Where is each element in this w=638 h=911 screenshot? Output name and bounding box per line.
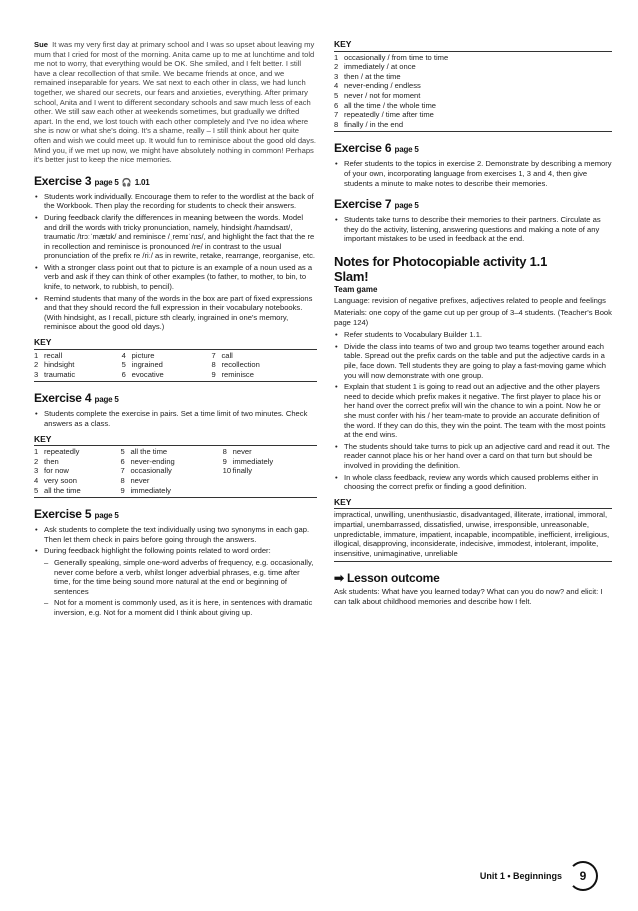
lesson-outcome-heading: ➡ Lesson outcome [334,571,440,586]
notes-key-label: KEY [334,498,612,510]
lesson-outcome-text: Ask students: What have you learned today? What can you do now? and elicit: I can talk about childhood memories and describe how I felt. [334,587,603,606]
table-row [34,447,317,457]
list-item: • Remind students that many of the words in the box are part of fixed expressions and that they should record the full expression in their vocabulary notebooks. (With hindsight, as I recall, picture sth clearly, ingrained in one's memory, reminisce about the good old days.) [34,294,317,332]
key-number: 5 [121,360,126,370]
table-row [34,457,317,467]
exercise-3-key-label: KEY [34,338,317,350]
key-answer [233,486,317,496]
key-number: 5 [120,447,125,457]
key-number: 7 [211,350,216,360]
key-number: 6 [334,100,339,110]
unit-label: Unit 1 • Beginnings [479,871,562,881]
left-column [34,40,317,620]
key-answer: never-ending / endless [344,81,421,91]
key-number: 8 [120,475,125,485]
key-answer: never / not for moment [344,90,421,100]
list-item [334,72,612,82]
key-number: 9 [120,485,125,495]
key-number: 7 [120,466,125,476]
list-item: • Divide the class into teams of two and group two teams together around each table. Spread out the prefix cards on the table and put the adjective cards in a pile, face down. Tell students they are going to play a fast-moving game which you will now demonstrate with one group. [334,342,612,380]
exercise-4-list [34,409,317,428]
exercise-4-heading: Exercise 4 page 5 [34,391,119,406]
key-answer: for now [44,466,69,476]
exercise-3-list [34,192,317,332]
list-item: • In whole class feedback, review any words which caused problems either in choosing the correct prefix or finding a good definition. [334,473,612,492]
key-number: 3 [34,466,39,476]
exercise-3-key-table [34,351,317,380]
list-item: • During feedback highlight the following points related to word order: [34,546,317,556]
key-answer: finally / in the end [344,119,404,129]
key-answer: occasionally [130,466,172,476]
key-number: 1 [34,447,39,457]
page-footer [480,861,598,891]
key-answer: then / at the time [344,71,401,81]
materials-line: Materials: one copy of the game cut up per group of 3–4 students. (Teacher's Book page 124) [334,308,612,327]
team-label: Team game [334,284,378,294]
key-number: 4 [34,475,39,485]
key-number: 2 [34,360,39,370]
key-answer: immediately [232,456,274,466]
key-answer: occasionally / from time to time [344,52,449,62]
notes-subtitle: Slam! [334,268,369,284]
key-number [223,476,233,486]
list-item [334,81,612,91]
key-answer: immediately [130,485,171,495]
key-answer: immediately / at once [344,62,416,72]
key-answer: recollection [221,360,260,370]
key-answer: repeatedly [44,447,80,457]
exercise-5-list [34,525,317,617]
table-row [34,370,317,380]
list-item: • With a stronger class point out that to picture is an example of a noun used as a verb and ask if they can think of other examples (to father, to mother, to bin, to knife, to network, to rubbish, to pencil). [34,263,317,292]
table-row [34,476,317,486]
list-item: – Generally speaking, simple one-word adverbs of frequency, e.g. occasionally, never come before a verb, whilst longer adverbial phrases, e.g. time after time, for the time being sound more natural at the end or beginning of sentences [34,558,317,596]
audio-icon: 🎧 [121,177,132,187]
list-item [334,101,612,111]
key-number: 2 [334,62,339,72]
table-row [34,351,317,361]
list-item [334,53,612,63]
sue-text: It was my very first day at primary school and I was so upset about leaving my mum that I cried for most of the morning. Anita came up to me at lunchtime and told me not to worry, that everything would be OK. She smiled, and I felt better. I still have a clear recollection of that smile. We became friends at once, and we remained inseparable for years. We sat next to each other in class, we had lunch together, we shared our secrets, our fears and anxieties, everything. After primary school, Anita and I went to different secondary schools and saw much less of each other. We still saw each other at weekends sometimes, but gradually we drifted apart. In the end, we lost touch with each other completely and I've no idea where she is now or what she's doing. It's a shame, really – I still think about her quite often and wish we could meet up. It would fun to reminisce about the good old days. Mind you, if we met up now, we might have absolutely nothing in common! Perhaps it's better just to keep the nice memories. [34,40,316,165]
sue-speaker: Sue [34,40,48,49]
exercise-7-list [334,215,612,244]
key-number: 3 [34,369,39,379]
list-item [334,91,612,101]
key-answer [233,476,317,486]
key-number: 9 [222,456,227,466]
exercise-6-list [334,159,612,188]
key-answer: evocative [131,369,164,379]
list-item: • During feedback clarify the differences in meaning between the words. Model and drill the words with tricky pronunciation, namely, hindsight /haɪndsaɪt/, traumatic /trɔːˈmætɪk/ and reminisce /ˌremɪˈnɪs/, and highlight the fact that the re in recollection and reminisce is pronounced /re/ in contrast to the usual pronunciation of the prefix re /riː/ as in rewrite, retake, rearrange, reorganise, etc. [34,213,317,261]
key-answer: hindsight [44,360,75,370]
key-top-label: KEY [334,40,612,52]
key-answer: never [232,447,252,457]
exercise-7-heading: Exercise 7 page 5 [334,197,419,212]
key-number: 5 [334,90,339,100]
key-number: 7 [334,110,339,120]
table-row [34,466,317,476]
key-number: 6 [120,456,125,466]
list-item: • Ask students to complete the text individually using two synonyms in each gap. Then let them check in pairs before going through the answers. [34,525,317,544]
key-answer: finally [232,466,253,476]
list-item [334,110,612,120]
list-item [334,120,612,130]
list-item [334,62,612,72]
key-number: 1 [34,350,39,360]
notes-list [334,330,612,492]
key-answer: never-ending [130,456,175,466]
list-item: • Students complete the exercise in pairs. Set a time limit of two minutes. Check answers as a class. [34,409,317,428]
key-number: 8 [334,119,339,129]
exercise-4-key-label: KEY [34,435,317,447]
key-answer: traumatic [44,369,76,379]
notes-key-text: impractical, unwilling, unenthusiastic, disadvantaged, illiterate, irrational, immoral, impartial, unembarrassed, dissatisfied, unwise, irresponsible, unreasonable, unpredictable, immature, impatient, incapable, incompatible, inefficient, irreligious, illogical, disapproving, inconsiderate, indecisive, immodest, intolerant, impolite, insensitive, unimaginative, unreliable [334,510,610,558]
key-number: 6 [121,369,126,379]
key-answer: very soon [44,475,77,485]
sue-paragraph [34,40,317,165]
table-row [34,486,317,496]
key-number: 8 [222,447,227,457]
right-column [334,40,612,610]
key-number: 2 [34,456,39,466]
key-answer: repeatedly / time after time [344,110,434,120]
key-answer: never [130,475,150,485]
list-item: • Refer students to Vocabulary Builder 1.1. [334,330,612,340]
table-row [34,360,317,370]
key-number: 1 [334,52,339,62]
key-answer: all the time / the whole time [344,100,437,110]
language-line: Language: revision of negative prefixes, adjectives related to people and feelings [334,295,606,305]
key-answer: all the time [44,485,81,495]
key-answer: recall [44,350,63,360]
exercise-6-heading: Exercise 6 page 5 [334,141,419,156]
key-answer: reminisce [221,369,254,379]
exercise-4-key-table [34,447,317,495]
list-item: • The students should take turns to pick up an adjective card and read it out. The reader cannot place his or her hand over a card on that turn but should be involved in providing the definition. [334,442,612,471]
list-item: – Not for a moment is commonly used, as it is here, in sentences with dramatic inversion, e.g. Not for a moment did I think about giving up. [34,598,317,617]
list-item: • Students work individually. Encourage them to refer to the wordlist at the back of the Workbook. Then play the recording for students to check their answers. [34,192,317,211]
list-item: • Explain that student 1 is going to read out an adjective and the other players need to decide which prefix makes it negative. The first player to place his or her hand over the correct prefix will win the chance to win a point. Now he or she must confer with his / her team-mate to provide an accurate definition of the word. If they can do this, they win the point. The team with the most points at the end wins. [334,382,612,440]
list-item: • Refer students to the topics in exercise 2. Demonstrate by describing a memory of your own, incorporating language from exercises 1, 3 and 4, then give students a minute to make notes to describe their memories. [334,159,612,188]
key-answer: all the time [130,447,168,457]
exercise-5-heading: Exercise 5 page 5 [34,507,119,522]
key-number: 4 [121,350,126,360]
key-number: 8 [211,360,216,370]
page-number: 9 [568,861,598,891]
key-number: 10 [222,466,232,476]
key-answer: picture [131,350,155,360]
key-number: 3 [334,71,339,81]
key-top-list [334,53,612,130]
key-number: 5 [34,485,39,495]
key-answer: call [221,350,233,360]
list-item: • Students take turns to describe their memories to their partners. Circulate as they do the activity, listening, answering questions and making a note of any important mistakes to be used in feedback at the end. [334,215,612,244]
key-answer: ingrained [131,360,163,370]
notes-heading: Notes for Photocopiable activity 1.1 [334,253,548,269]
arrow-right-icon: ➡ [334,571,344,586]
exercise-3-heading: Exercise 3 page 5 🎧 1.01 [34,173,150,188]
key-answer: then [44,456,59,466]
key-number: 4 [334,81,339,91]
key-number [223,486,233,496]
key-number: 9 [211,369,216,379]
